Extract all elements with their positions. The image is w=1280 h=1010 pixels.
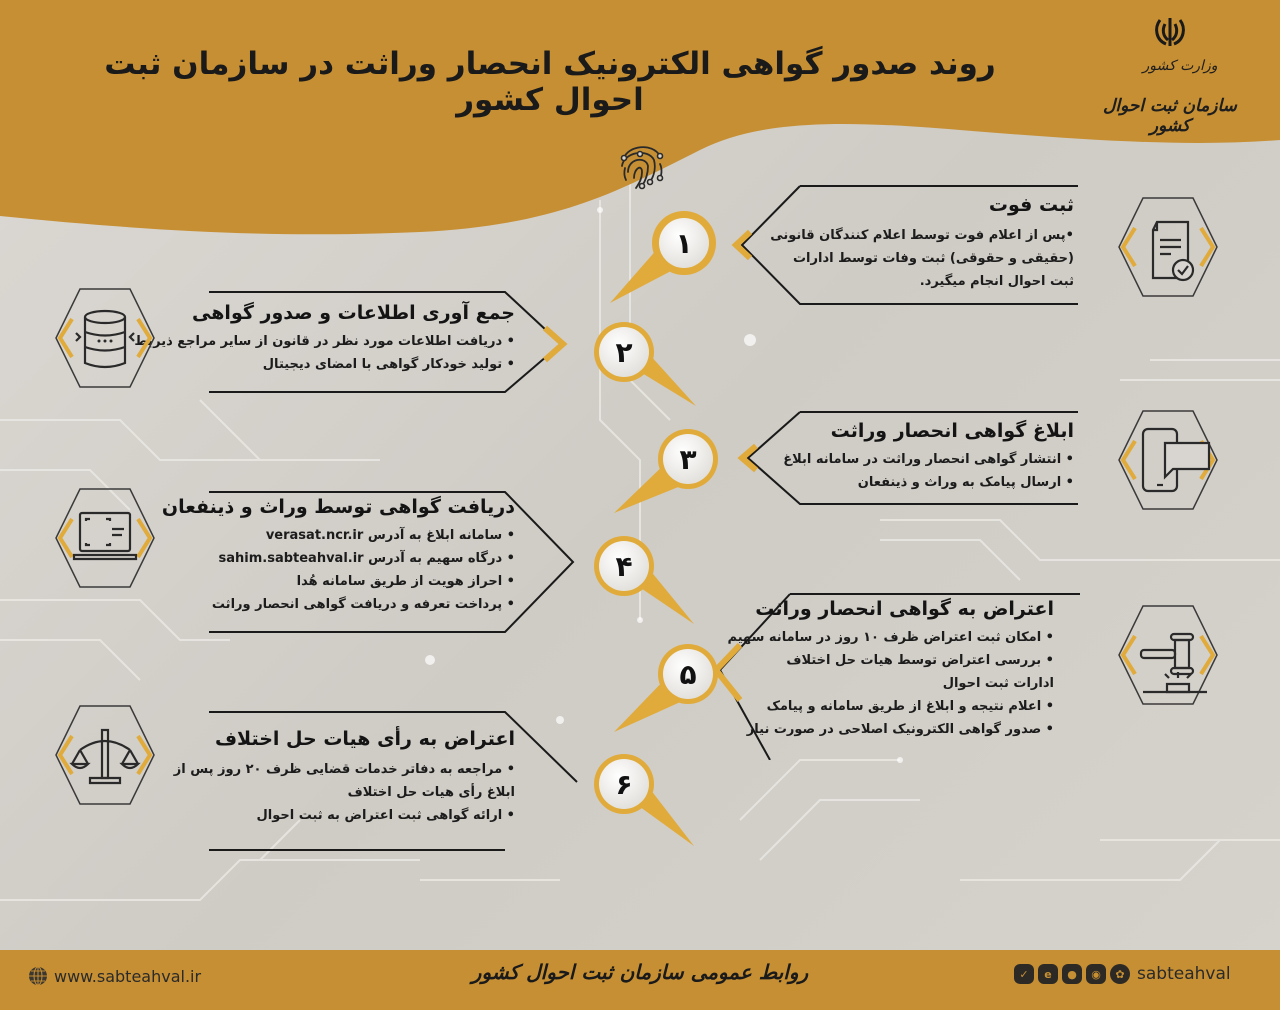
soroush-icon[interactable]: ● — [1062, 964, 1082, 984]
step-6-pin-number — [584, 750, 704, 860]
step-4-card — [161, 488, 585, 636]
document-check-icon — [1113, 192, 1223, 302]
step-line: • امکان ثبت اعتراض ظرف ۱۰ روز در سامانه سهیم — [727, 630, 1054, 645]
step-description — [212, 524, 515, 616]
step-5-card — [700, 590, 1100, 760]
step-4-pin-number — [584, 532, 704, 642]
rubika-icon[interactable]: ✿ — [1110, 964, 1130, 984]
step-line: • احراز هویت از طریق سامانه هُدا — [296, 574, 515, 589]
step-line: • اعلام نتیجه و ابلاغ از طریق سامانه و پیامک — [766, 699, 1054, 714]
step-title: اعتراض به رأی هیات حل اختلاف — [214, 728, 515, 750]
gavel-icon — [1113, 600, 1223, 710]
step-6-card — [173, 708, 585, 854]
bale-icon[interactable]: ✓ — [1014, 964, 1034, 984]
eitaa-icon[interactable]: e — [1038, 964, 1058, 984]
step-3-pin-number — [610, 425, 730, 535]
scales-icon — [50, 700, 160, 810]
ministry-label: وزارت کشور — [1142, 58, 1218, 74]
step-title: ابلاغ گواهی انحصار وراثت — [830, 420, 1074, 442]
page-title: روند صدور گواهی الکترونیک انحصار وراثت در سازمان ثبت احوال کشور — [104, 46, 996, 118]
step-line: ثبت احوال انجام میگیرد. — [919, 274, 1074, 289]
phone-chat-icon — [1113, 405, 1223, 515]
database-icon — [50, 283, 160, 393]
step-description — [783, 448, 1074, 494]
step-description — [134, 330, 515, 376]
step-3-card — [720, 408, 1100, 508]
step-number: ۶ — [599, 759, 649, 809]
step-number: ۴ — [599, 541, 649, 591]
step-description — [728, 626, 1054, 741]
step-line: • بررسی اعتراض توسط هیات حل اختلاف — [786, 653, 1054, 668]
step-line: ابلاغ رأی هیات حل اختلاف — [347, 785, 515, 800]
step-5-pin-number — [610, 640, 730, 750]
globe-icon — [28, 966, 48, 986]
social-links — [1014, 964, 1231, 984]
step-1-pin-number — [606, 205, 726, 315]
step-line: •پس از اعلام فوت توسط اعلام کنندگان قانونی — [770, 228, 1074, 243]
step-line: • سامانه ابلاغ به آدرس verasat.ncr.ir — [265, 528, 515, 543]
step-line: • انتشار گواهی انحصار وراثت در سامانه ابلاغ — [783, 452, 1074, 467]
step-1-card — [720, 182, 1100, 308]
step-2-pin-number — [584, 318, 704, 428]
website-link[interactable] — [28, 966, 201, 986]
laptop-icon — [50, 483, 160, 593]
step-line: (حقیقی و حقوقی) ثبت وفات توسط ادارات — [792, 251, 1074, 266]
step-line: ادارات ثبت احوال — [942, 676, 1054, 691]
step-line: • درگاه سهیم به آدرس sahim.sabteahval.ir — [218, 551, 515, 566]
step-number: ۳ — [663, 434, 713, 484]
step-number: ۵ — [663, 649, 713, 699]
step-description — [770, 224, 1074, 293]
public-relations-label: روابط عمومی سازمان ثبت احوال کشور — [471, 960, 809, 984]
step-title: دریافت گواهی توسط وراث و ذینفعان — [161, 496, 515, 518]
website-url[interactable]: www.sabteahval.ir — [54, 966, 202, 986]
step-title: اعتراض به گواهی انحصار وراثت — [755, 598, 1054, 620]
step-title: ثبت فوت — [988, 194, 1074, 216]
step-line: • ارائه گواهی ثبت اعتراض به ثبت احوال — [256, 808, 515, 823]
step-line: • تولید خودکار گواهی با امضای دیجیتال — [262, 357, 515, 372]
organization-logo-text: سازمان ثبت احوال کشور — [1103, 96, 1237, 136]
step-line: • ارسال پیامک به وراث و ذینفعان — [857, 475, 1074, 490]
step-line: • پرداخت تعرفه و دریافت گواهی انحصار وراثت — [211, 597, 515, 612]
step-line: • صدور گواهی الکترونیک اصلاحی در صورت نیاز — [746, 722, 1054, 737]
step-number: ۲ — [599, 327, 649, 377]
step-2-card — [134, 288, 575, 396]
step-line: • مراجعه به دفاتر خدمات قضایی ظرف ۲۰ روز پس از — [173, 762, 515, 777]
igap-icon[interactable]: ◉ — [1086, 964, 1106, 984]
iran-emblem-icon — [1150, 12, 1190, 52]
step-line: • دریافت اطلاعات مورد نظر در قانون از سایر مراجع ذیربط — [134, 334, 515, 349]
step-description — [174, 758, 515, 827]
social-handle[interactable]: sabteahval — [1137, 964, 1231, 984]
step-title: جمع آوری اطلاعات و صدور گواهی — [192, 302, 515, 324]
step-number: ۱ — [659, 218, 709, 268]
fingerprint-icon — [614, 138, 670, 194]
